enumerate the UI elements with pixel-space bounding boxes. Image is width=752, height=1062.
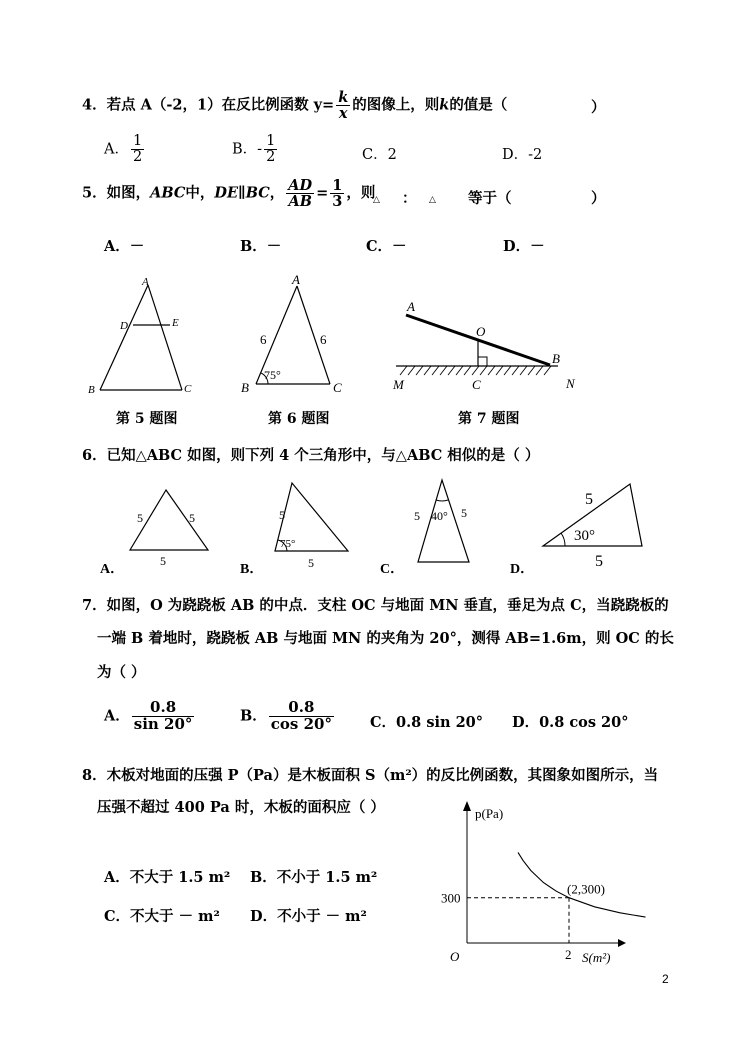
label-d: D	[120, 320, 128, 332]
triangle-symbol: △	[373, 195, 380, 205]
option-8b: B．不小于 1.5 m²	[250, 869, 378, 886]
option-7d: D．0.8 cos 20°	[512, 714, 629, 731]
pressure-area-chart	[430, 795, 640, 970]
label-c: C	[472, 377, 481, 392]
y-tick-label: 300	[441, 890, 461, 906]
label-a: A	[407, 299, 415, 314]
label-c: C	[184, 383, 192, 395]
figure-5	[85, 275, 205, 400]
side-left: 5	[414, 509, 420, 523]
label-n: N	[566, 376, 575, 391]
fraction-k-over-x: $\frac{k}{x}$	[338, 89, 349, 123]
question-5: 5．如图，ABC中，DE∥BC， $\frac{AD}{AB}$ = $\frac{1}{3}$ ，则	[82, 177, 376, 211]
option-5c: C．－	[366, 238, 407, 255]
label-c: C	[333, 380, 342, 395]
option-4d: D．-2	[502, 147, 543, 163]
y-axis-arrow	[463, 801, 471, 811]
question-7: 7．如图，O 为跷跷板 AB 的中点．支柱 OC 与地面 MN 垂直，垂足为点 C，当跷跷板的	[82, 597, 669, 614]
option-8a: A．不大于 1.5 m²	[104, 869, 231, 886]
figure-5-caption: 第 5 题图	[116, 411, 178, 427]
angle-label: 75°	[264, 368, 281, 382]
side-left: 6	[260, 332, 267, 347]
triangle-symbol: △	[429, 195, 436, 205]
question-8-line-2: 压强不超过 400 Pa 时，木板的面积应（ ）	[97, 799, 385, 816]
page-number: 2	[662, 972, 669, 986]
option-6d-triangle	[510, 478, 660, 578]
option-6b-triangle	[240, 475, 355, 575]
side-left: 5	[279, 508, 285, 522]
question-6: 6．已知△ABC 如图，则下列 4 个三角形中，与△ABC 相似的是（ ）	[82, 447, 540, 464]
label-b: B	[552, 351, 560, 366]
y-axis-label: p(Pa)	[475, 806, 504, 821]
side-right: 5	[189, 511, 195, 525]
side-bottom: 5	[308, 556, 314, 570]
option-label: B．	[240, 562, 264, 577]
question-4: 4．若点 A（-2，1）在反比例函数 y= $\frac{k}{x}$ 的图像上，则k的值是（	[82, 89, 508, 123]
question-text: 若点 A（-2，1）在反比例函数 y=	[106, 96, 335, 114]
label-o: O	[476, 324, 486, 339]
option-5d: D．－	[503, 238, 545, 255]
option-8c: C．不大于 － m²	[104, 908, 220, 925]
question-8: 8．木板对地面的压强 P（Pa）是木板面积 S（m²）的反比例函数，其图象如图所示，当	[82, 767, 659, 784]
fraction-one-third: $\frac{1}{3}$	[332, 177, 343, 211]
option-6a-triangle	[100, 480, 215, 575]
figure-7	[390, 295, 590, 395]
question-number: 4．	[82, 96, 107, 114]
side-right: 5	[461, 506, 467, 520]
option-7b: B． $\frac{0.8}{\cos 20^\circ}$	[240, 698, 332, 733]
option-5b: B．－	[240, 238, 282, 255]
option-6c-triangle	[380, 475, 490, 575]
question-text: 等于（	[468, 190, 512, 207]
figure-6-caption: 第 6 题图	[268, 411, 330, 427]
label-b: B	[241, 380, 249, 395]
option-label: C．	[380, 562, 405, 577]
x-axis-label: S(m²)	[582, 950, 611, 965]
option-label: D．	[510, 562, 535, 577]
ratio-colon: ：	[402, 190, 417, 207]
side-top: 5	[585, 491, 593, 508]
option-4c: C．2	[362, 147, 397, 163]
figure-7-caption: 第 7 题图	[458, 411, 520, 427]
question-7-line-2: 一端 B 着地时，跷跷板 AB 与地面 MN 的夹角为 20°，测得 AB=1.6m，则 OC 的长	[97, 630, 674, 647]
point-label: (2,300)	[567, 881, 605, 897]
x-tick-label: 2	[565, 947, 572, 962]
answer-paren: ）	[591, 190, 606, 207]
angle-label: 75°	[280, 538, 296, 550]
label-e: E	[172, 317, 179, 329]
side-right: 6	[320, 332, 327, 347]
label-a: A	[292, 272, 300, 287]
answer-paren: ）	[591, 99, 606, 116]
side-bottom: 5	[595, 553, 603, 570]
side-left: 5	[137, 511, 143, 525]
figure-6	[238, 272, 353, 397]
option-4a: A． $\frac{1}{2}$	[104, 133, 143, 166]
option-4b: B．- $\frac{1}{2}$	[232, 133, 276, 166]
angle-label: 30°	[574, 528, 595, 544]
option-7c: C．0.8 sin 20°	[370, 714, 484, 731]
option-7a: A． $\frac{0.8}{\sin 20^\circ}$	[104, 698, 193, 733]
label-b: B	[88, 384, 95, 396]
label-a: A	[142, 276, 149, 288]
label-m: M	[393, 377, 404, 392]
option-label: A．	[100, 562, 125, 577]
option-5a: A．－	[104, 238, 145, 255]
angle-label: 40°	[431, 509, 448, 523]
option-8d: D．不小于 － m²	[250, 908, 367, 925]
fraction-ad-ab: $\frac{AD}{AB}$	[288, 177, 313, 211]
side-bottom: 5	[160, 554, 166, 568]
question-7-line-3: 为（ ）	[97, 664, 146, 681]
origin-label: O	[450, 949, 460, 964]
x-axis-arrow	[618, 939, 626, 947]
